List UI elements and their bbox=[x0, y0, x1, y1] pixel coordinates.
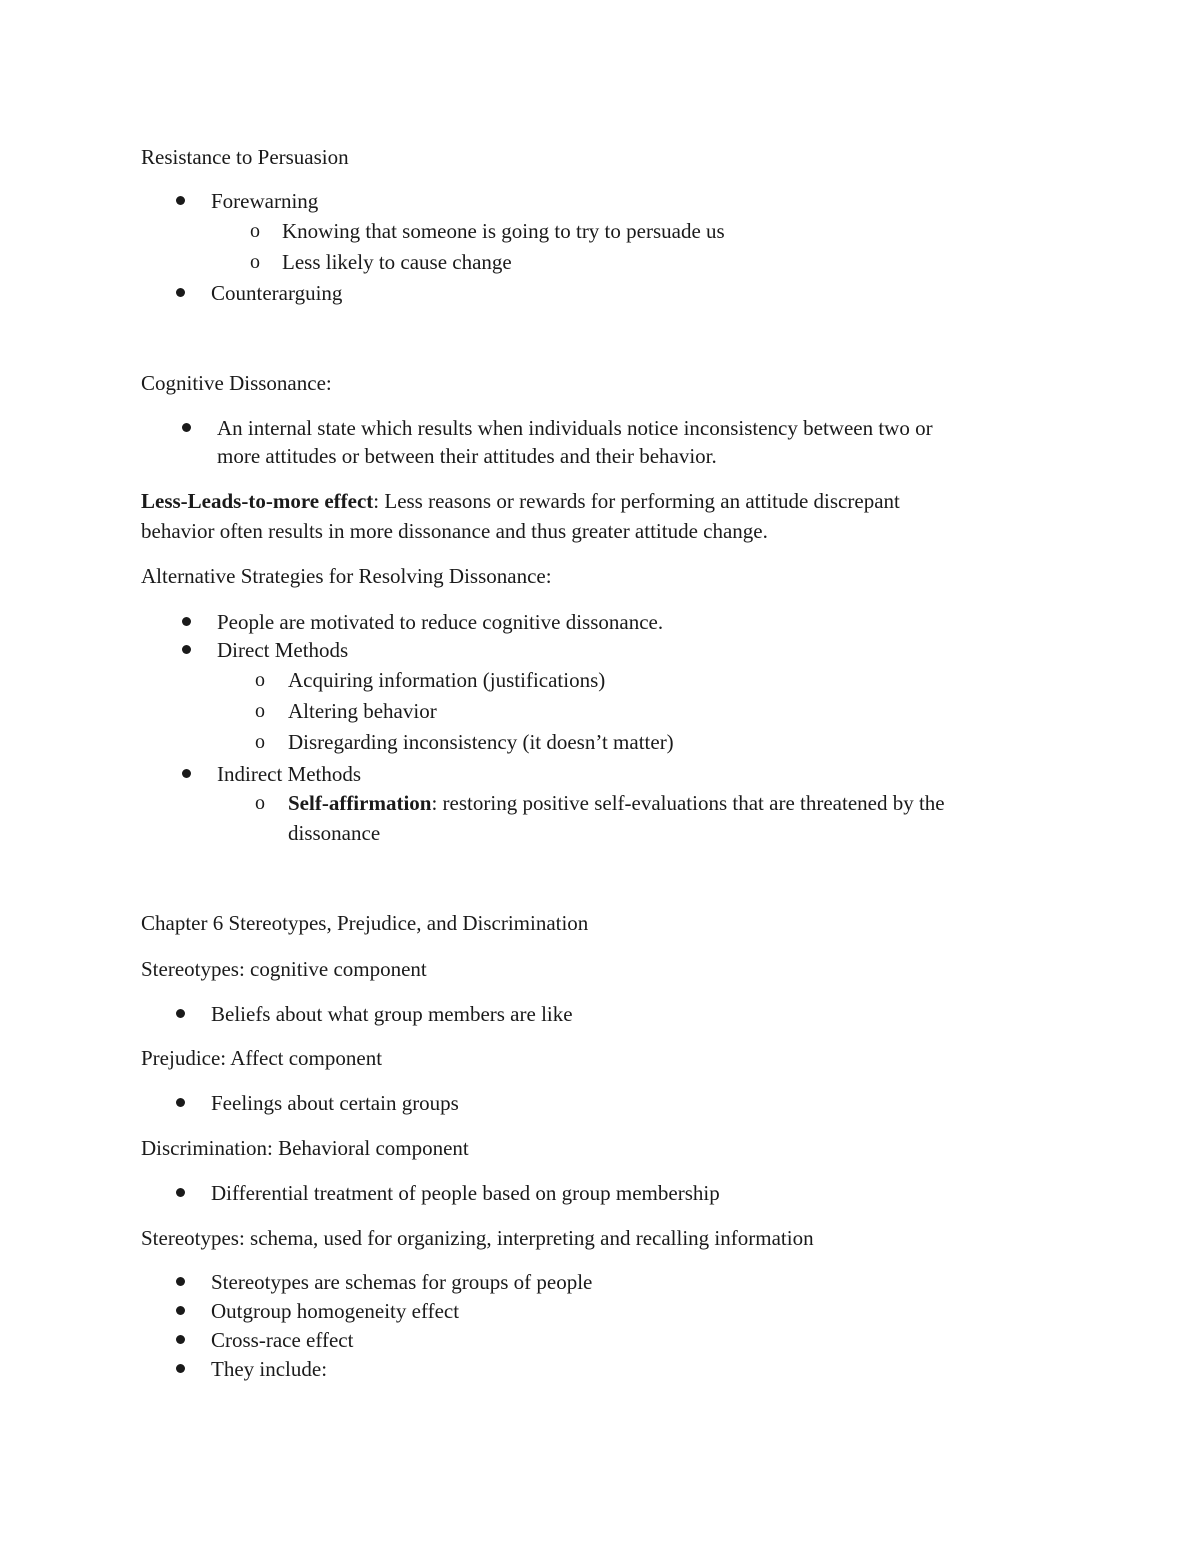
list-item: They include: bbox=[211, 1357, 328, 1381]
term-bold: Less-Leads-to-more effect bbox=[141, 489, 374, 513]
bullet-icon bbox=[182, 769, 191, 778]
bullet-icon bbox=[176, 1335, 185, 1344]
sub-item: Disregarding inconsistency (it doesn’t matter) bbox=[288, 730, 674, 754]
sub-item: Acquiring information (justifications) bbox=[288, 668, 606, 692]
sub-marker-icon: o bbox=[255, 792, 265, 814]
list-item-indirect-methods: Indirect Methods bbox=[217, 762, 362, 786]
sub-item-line: dissonance bbox=[288, 821, 381, 845]
list-item: Beliefs about what group members are like bbox=[211, 1002, 573, 1026]
section-heading-dissonance: Cognitive Dissonance: bbox=[141, 371, 332, 395]
bullet-icon bbox=[176, 288, 185, 297]
list-item-forewarning: Forewarning bbox=[211, 189, 319, 213]
section-heading-resistance: Resistance to Persuasion bbox=[141, 145, 349, 169]
list-item: People are motivated to reduce cognitive dissonance. bbox=[217, 610, 664, 634]
sub-marker-icon: o bbox=[255, 700, 265, 722]
paragraph-less-leads-to-more bbox=[141, 486, 900, 516]
bullet-icon bbox=[182, 645, 191, 654]
bullet-icon bbox=[176, 1009, 185, 1018]
bullet-icon bbox=[176, 1364, 185, 1373]
list-item: Differential treatment of people based on group membership bbox=[211, 1181, 720, 1205]
sub-item: Knowing that someone is going to try to persuade us bbox=[282, 219, 725, 243]
list-item: Stereotypes are schemas for groups of people bbox=[211, 1270, 593, 1294]
subheading-discrimination: Discrimination: Behavioral component bbox=[141, 1136, 469, 1160]
list-item: Cross-race effect bbox=[211, 1328, 354, 1352]
sub-item: Less likely to cause change bbox=[282, 250, 512, 274]
sub-marker-icon: o bbox=[255, 669, 265, 691]
definition-line: An internal state which results when individuals notice inconsistency between two or bbox=[217, 416, 933, 440]
list-item-direct-methods: Direct Methods bbox=[217, 638, 349, 662]
paragraph-line: behavior often results in more dissonance and thus greater attitude change. bbox=[141, 519, 768, 543]
list-item: Feelings about certain groups bbox=[211, 1091, 459, 1115]
chapter-heading: Chapter 6 Stereotypes, Prejudice, and Discrimination bbox=[141, 911, 589, 935]
subheading-stereotypes: Stereotypes: cognitive component bbox=[141, 957, 427, 981]
term-definition: : restoring positive self-evaluations that are threatened by the bbox=[431, 791, 945, 815]
list-item: Outgroup homogeneity effect bbox=[211, 1299, 460, 1323]
sub-marker-icon: o bbox=[255, 731, 265, 753]
definition-line: more attitudes or between their attitudes and their behavior. bbox=[217, 444, 717, 468]
bullet-icon bbox=[176, 1277, 185, 1286]
sub-item: Altering behavior bbox=[288, 699, 437, 723]
bullet-icon bbox=[182, 617, 191, 626]
bullet-icon bbox=[176, 1306, 185, 1315]
sub-marker-icon: o bbox=[250, 220, 260, 242]
term-bold: Self-affirmation bbox=[288, 791, 432, 815]
bullet-icon bbox=[182, 423, 191, 432]
term-definition: : Less reasons or rewards for performing an attitude discrepant bbox=[373, 489, 900, 513]
sub-item-self-affirmation bbox=[288, 788, 945, 818]
bullet-icon bbox=[176, 196, 185, 205]
section-heading-strategies: Alternative Strategies for Resolving Dissonance: bbox=[141, 564, 552, 588]
list-item-counterarguing: Counterarguing bbox=[211, 281, 343, 305]
bullet-icon bbox=[176, 1188, 185, 1197]
sub-marker-icon: o bbox=[250, 251, 260, 273]
bullet-icon bbox=[176, 1098, 185, 1107]
subheading-prejudice: Prejudice: Affect component bbox=[141, 1046, 383, 1070]
subheading-schema: Stereotypes: schema, used for organizing, interpreting and recalling information bbox=[141, 1226, 814, 1250]
